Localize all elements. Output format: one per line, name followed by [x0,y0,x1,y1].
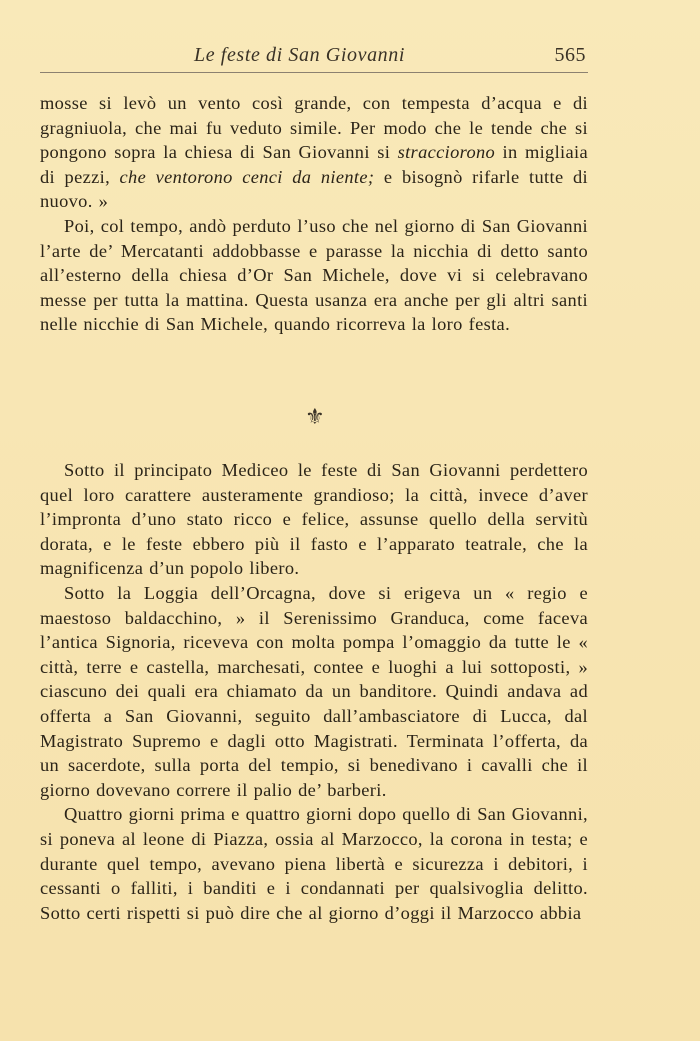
paragraph-1 [40,91,588,214]
paragraph-1-text-a: mosse si levò un vento così grande, con tempesta d’acqua e di gragniuola, che mai fu veduto simile. Per modo che le tende che si pongono sopra la chiesa di San Giovanni si [40,93,588,163]
header-rule [40,72,588,73]
running-title: Le feste di San Giovanni [194,44,406,66]
paragraph-1-text-b: in migliaia di pezzi, [40,142,589,187]
text-block-bottom [40,458,588,925]
paragraph-3: Sotto il principato Mediceo le feste di San Giovanni perdettero quel loro carattere austeramente grandioso; la città, invece d’aver l’impronta d’uno stato ricco e felice, assunse quello della servitù dorata, e le feste ebbero più il fasto e l’apparato teatrale, che la magnificenza d’un popolo libero. [40,460,588,579]
paragraph-2: Poi, col tempo, andò perduto l’uso che nel giorno di San Giovanni l’arte de’ Mercatanti addobbasse e parasse la nicchia di detto santo all’esterno della chiesa d’Or San Michele, dove vi si celebravano messe per tutta la mattina. Questa usanza era anche per gli altri santi nelle nicchie di San Michele, quando ricorreva la loro festa. [40,215,588,335]
paragraph-4: Sotto la Loggia dell’Orcagna, dove si erigeva un « regio e maestoso baldacchino, » il Serenissimo Granduca, come faceva l’antica Signoria, riceveva con molta pompa l’omaggio da tutte le « città, terre e castella, marchesati, contee e luoghi a lui sottoposti, » ciascuno dei quali era chiamato da un banditore. Quindi andava ad offerta a San Giovanni, seguito dall’ambasciatore di Lucca, dal Magistrato Supremo e dagli otto Magistrati. Terminata l’offerta, da un sacerdote, sulla porta del tempio, si benedivano i cavalli che il giorno dovevano correre il palio de’ barberi. [40,582,588,800]
fleur-de-lis-icon: ⚜ [305,404,325,429]
paragraph-1-italic-b: che ventorono cenci da niente; [119,166,375,187]
running-head [40,44,588,74]
paragraph-1-text-c: e bisognò rifarle tutte di nuovo. » [40,166,589,212]
page-number: 565 [554,44,586,66]
paragraph-1-italic-a: stracciorono [397,142,496,163]
text-block-top [40,91,588,337]
paragraph-5: Quattro giorni prima e quattro giorni dopo quello di San Giovanni, si poneva al leone di Piazza, ossia al Marzocco, la corona in testa; e durante quel tempo, avevano piena libertà e sicurezza i debitori, i cessanti o falliti, i banditi e i condannati per qualsivoglia delitto. Sotto certi rispetti si può dire che al giorno d’oggi il Marzocco abbia [40,804,588,923]
